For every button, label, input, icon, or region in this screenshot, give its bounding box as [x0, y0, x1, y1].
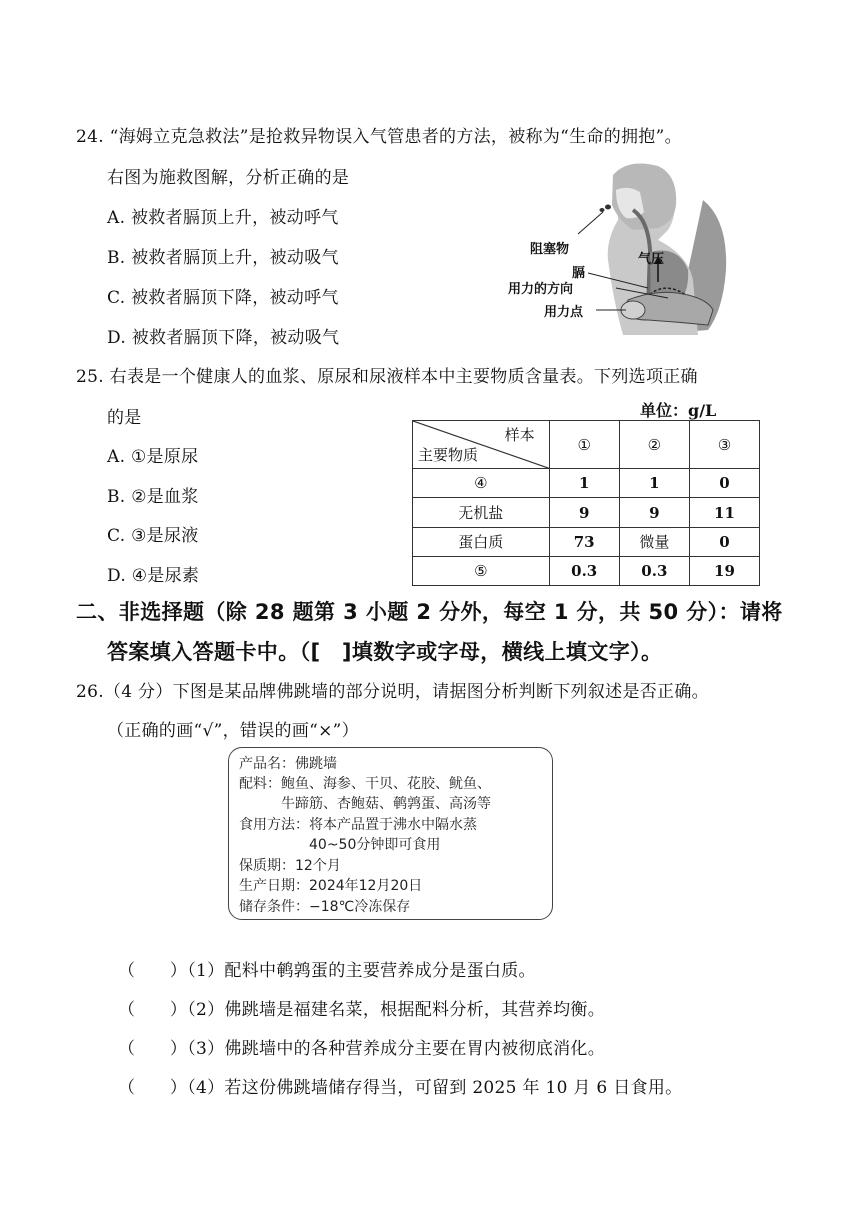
table-row	[413, 556, 760, 585]
obstruction-dot	[605, 205, 611, 210]
table-cell: 0.3	[549, 556, 619, 585]
q24-option-a: A. 被救者膈顶上升，被动呼气	[107, 208, 339, 228]
header-sample: 样本	[504, 426, 535, 444]
product-ingredients-1: 配料：鲍鱼、海参、干贝、花胶、鱿鱼、	[239, 776, 491, 792]
product-ingredients-2: 牛蹄筋、杏鲍菇、鹌鹑蛋、高汤等	[281, 796, 491, 812]
table-cell: 0.3	[619, 556, 689, 585]
column-header: ②	[619, 421, 689, 469]
header-substance: 主要物质	[418, 446, 479, 465]
q24-stem-line2: 右图为施救图解，分析正确的是	[107, 168, 350, 188]
q26-statement-1: （ ）（1）配料中鹌鹑蛋的主要营养成分是蛋白质。	[118, 961, 536, 981]
q26-statement-4: （ ）（4）若这份佛跳墙储存得当，可留到 2025 年 10 月 6 日食用。	[118, 1078, 683, 1098]
table-row	[413, 498, 760, 527]
label-diaphragm: 膈	[572, 266, 586, 281]
product-label-box	[228, 747, 553, 920]
table-cell: 1	[549, 469, 619, 498]
q26-statement-2: （ ）（2）佛跳墙是福建名菜，根据配料分析，其营养均衡。	[118, 1000, 606, 1020]
q26-stem-line2: （正确的画“√”，错误的画“×”）	[107, 721, 359, 741]
product-method-2: 40~50分钟即可食用	[309, 837, 441, 853]
q25-option-d: D. ④是尿素	[107, 566, 200, 586]
label-obstruction: 阻塞物	[530, 242, 570, 257]
table-unit: 单位：g/L	[640, 401, 717, 420]
q24-option-c: C. 被救者膈顶下降，被动呼气	[107, 288, 339, 308]
label-line-obstruction	[578, 212, 603, 234]
product-production-date: 生产日期：2024年12月20日	[239, 878, 423, 894]
q24-option-d: D. 被救者膈顶下降，被动吸气	[107, 328, 340, 348]
row-name: 蛋白质	[413, 527, 550, 556]
q25-stem-line1: 25. 右表是一个健康人的血浆、原尿和尿液样本中主要物质含量表。下列选项正确	[76, 367, 698, 387]
section2-title-line2: 答案填入答题卡中。（[ ]填数字或字母，横线上填文字）。	[107, 640, 663, 664]
product-shelf-life: 保质期：12个月	[239, 858, 341, 874]
sample-table	[412, 420, 760, 586]
q24-option-b: B. 被救者膈顶上升，被动吸气	[107, 248, 339, 268]
table-cell: 0	[689, 469, 759, 498]
table-row	[413, 469, 760, 498]
q25-stem-line2: 的是	[107, 408, 142, 428]
column-header: ③	[689, 421, 759, 469]
table-cell: 0	[689, 527, 759, 556]
table-cell: 9	[549, 498, 619, 527]
row-name: 无机盐	[413, 498, 550, 527]
table-cell: 1	[619, 469, 689, 498]
table-cell: 11	[689, 498, 759, 527]
label-force-direction: 用力的方向	[508, 282, 574, 297]
q25-option-c: C. ③是尿液	[107, 526, 199, 546]
product-method-1: 食用方法：将本产品置于沸水中隔水蒸	[239, 817, 477, 833]
table-cell: 微量	[619, 527, 689, 556]
q24-stem-line1: 24. “海姆立克急救法”是抢救异物误入气管患者的方法，被称为“生命的拥抱”。	[76, 127, 682, 147]
obstruction-dot	[600, 208, 605, 212]
q25-option-a: A. ①是原尿	[107, 447, 199, 467]
q26-stem-line1: 26.（4 分）下图是某品牌佛跳墙的部分说明，请据图分析判断下列叙述是否正确。	[76, 682, 709, 702]
table-cell: 73	[549, 527, 619, 556]
section2-title-line1: 二、非选择题（除 28 题第 3 小题 2 分外，每空 1 分，共 50 分）：请将	[76, 600, 783, 624]
product-name: 产品名：佛跳墙	[239, 756, 337, 772]
q25-option-b: B. ②是血浆	[107, 487, 199, 507]
q26-statement-3: （ ）（3）佛跳墙中的各种营养成分主要在胃内被彻底消化。	[118, 1039, 606, 1059]
table-cell: 9	[619, 498, 689, 527]
row-name: ⑤	[413, 556, 550, 585]
label-force-point: 用力点	[544, 305, 584, 320]
column-header: ①	[549, 421, 619, 469]
label-air-pressure: 气压	[638, 252, 665, 267]
table-cell: 19	[689, 556, 759, 585]
heimlich-figure	[508, 160, 738, 345]
table-corner-header	[413, 421, 550, 469]
table-row	[413, 527, 760, 556]
product-storage: 储存条件：−18℃冷冻保存	[239, 899, 411, 915]
table-header-row	[413, 421, 760, 469]
row-name: ④	[413, 469, 550, 498]
